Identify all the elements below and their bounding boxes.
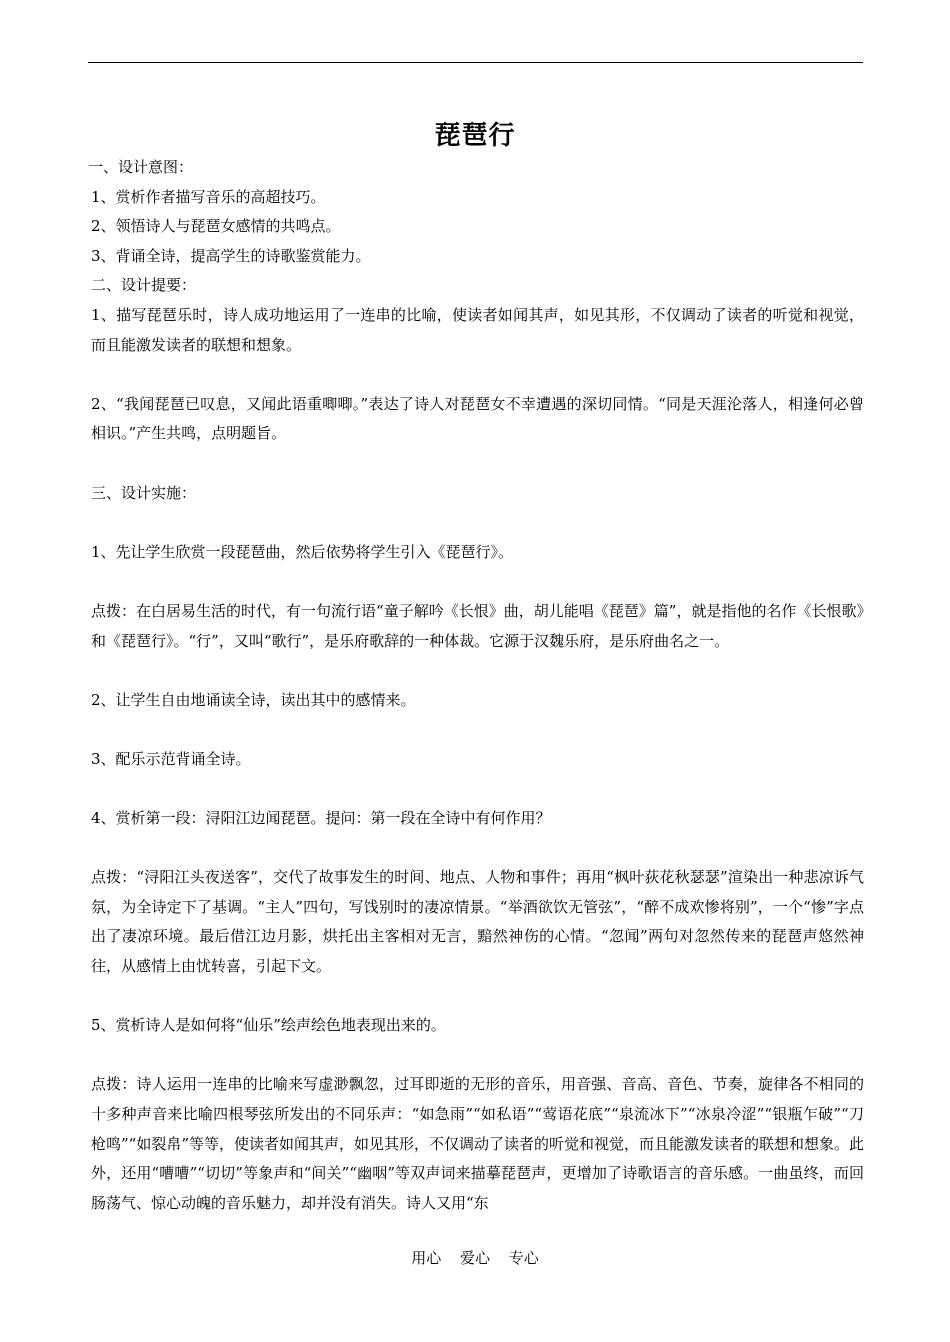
intent-item-3: 3、背诵全诗，提高学生的诗歌鉴赏能力。 xyxy=(91,246,371,265)
spacer xyxy=(88,656,864,686)
outline-paragraph-1: 1、描写琵琶乐时，诗人成功地运用了一连串的比喻，使读者如闻其声，如见其形，不仅调动了读者的听觉和视觉，而且能激发读者的联想和想象。 xyxy=(91,305,864,354)
spacer xyxy=(88,449,864,479)
spacer xyxy=(88,567,864,597)
spacer xyxy=(88,360,864,390)
spacer xyxy=(88,774,864,804)
document-body xyxy=(88,153,864,1218)
section-heading-implementation: 三、设计实施： xyxy=(91,483,197,502)
note-5: 点拨：诗人运用一连串的比喻来写虚渺飘忽，过耳即逝的无形的音乐，用音强、音高、音色、节奏，旋律各不相同的十多种声音来比喻四根琴弦所发出的不同乐声：“如急雨”“如私语”“莺语花底”“泉流冰下”“冰泉冷涩”“银瓶乍破”“刀枪鸣”“如裂帛”等等，使读者如闻其声，如见其形，不仅调动了读者的听觉和视觉，而且能激发读者的联想和想象。此外，还用“嘈嘈”“切切”等象声和“间关”“幽咽”等双声词来描摹琵琶声，更增加了诗歌语言的音乐感。一曲虽终，而回肠荡气、惊心动魄的音乐魅力，却并没有消失。诗人又用“东 xyxy=(91,1075,865,1212)
note-1: 点拨：在白居易生活的时代，有一句流行语“童子解吟《长恨》曲，胡儿能唱《琵琶》篇”，就是指他的名作《长恨歌》和《琵琶行》。“行”，又叫“歌行”，是乐府歌辞的一种体裁。它源于汉魏乐府，是乐府曲名之一。 xyxy=(91,601,864,650)
header-rule xyxy=(88,62,863,63)
section-heading-intent: 一、设计意图： xyxy=(88,158,194,176)
outline-paragraph-2: 2、“我闻琵琶已叹息，又闻此语重唧唧。”表达了诗人对琵琶女不幸遭遇的深切同情。“同是天涯沦落人，相逢何必曾相识。”产生共鸣，点明题旨。 xyxy=(91,394,864,443)
step-2: 2、让学生自由地诵读全诗，读出其中的感情来。 xyxy=(91,690,416,709)
page-footer: 用心 爱心 专心 xyxy=(411,1249,539,1267)
spacer xyxy=(88,1041,864,1071)
step-5: 5、赏析诗人是如何将“仙乐”绘声绘色地表现出来的。 xyxy=(91,1016,446,1035)
step-4: 4、赏析第一段：浔阳江边闻琵琶。提问：第一段在全诗中有何作用？ xyxy=(91,809,551,828)
section-heading-outline: 二、设计提要： xyxy=(91,276,197,295)
spacer xyxy=(88,834,864,864)
spacer xyxy=(88,982,864,1012)
step-1: 1、先让学生欣赏一段琵琶曲，然后依势将学生引入《琵琶行》。 xyxy=(91,542,514,561)
intent-item-2: 2、领悟诗人与琵琶女感情的共鸣点。 xyxy=(91,217,341,236)
document-title: 琵琶行 xyxy=(434,121,516,151)
spacer xyxy=(88,508,864,538)
step-3: 3、配乐示范背诵全诗。 xyxy=(91,749,251,768)
note-4: 点拨：“浔阳江头夜送客”，交代了故事发生的时间、地点、人物和事件；再用“枫叶荻花秋瑟瑟”渲染出一种悲凉诉气氛，为全诗定下了基调。“主人”四句，写饯别时的凄凉情景。“举酒欲饮无管弦”，“醉不成欢惨将别”，一个“惨”字点出了凄凉环境。最后借江边月影，烘托出主客相对无言，黯然神伤的心情。“忽闻”两句对忽然传来的琵琶声悠然神往，从感情上由忧转喜，引起下文。 xyxy=(91,868,864,976)
spacer xyxy=(88,715,864,745)
intent-item-1: 1、赏析作者描写音乐的高超技巧。 xyxy=(91,187,326,206)
